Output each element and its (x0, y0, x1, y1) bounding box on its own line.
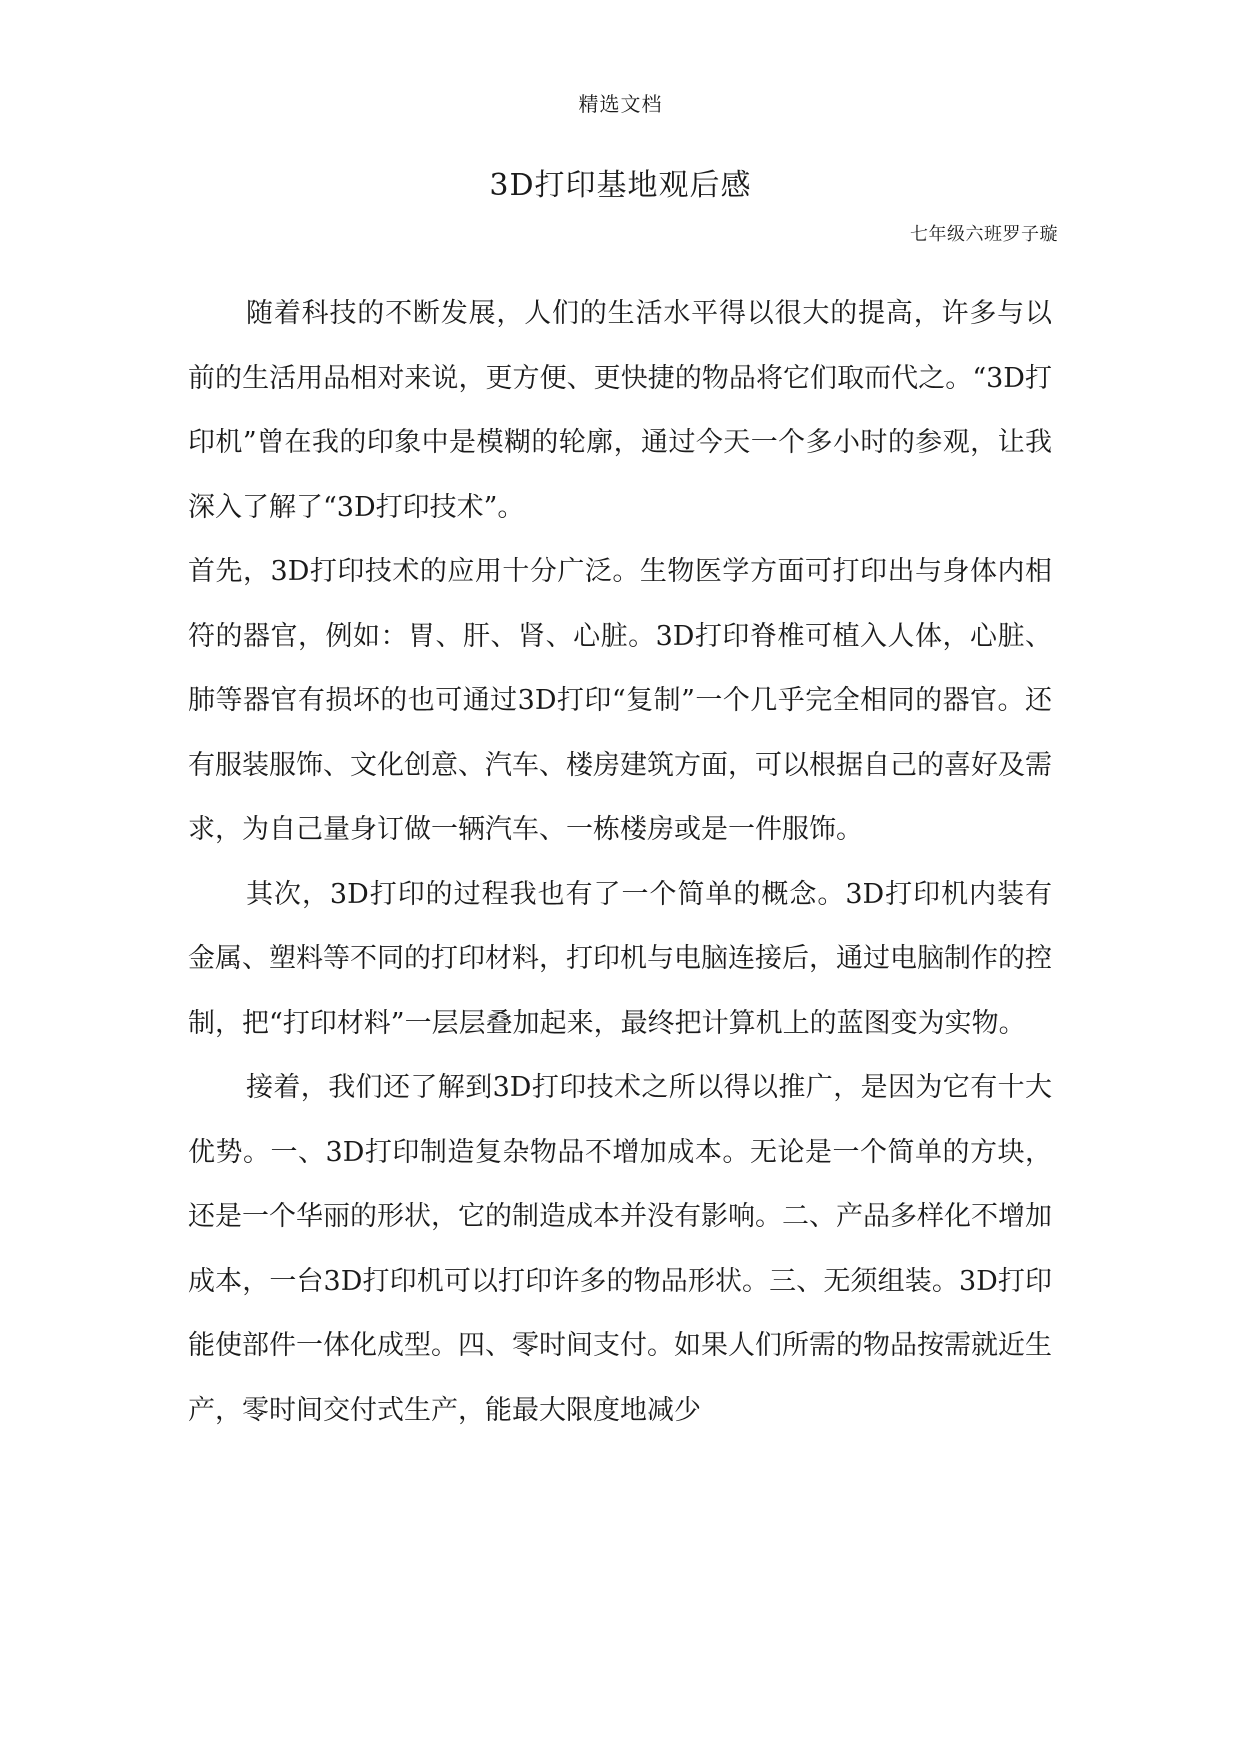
paragraph-process: 其次，3D打印的过程我也有了一个简单的概念。3D打印机内装有金属、塑料等不同的打印材料，打印机与电脑连接后，通过电脑制作的控制，把“打印材料”一层层叠加起来，最终把计算机上的蓝图变为实物。 (188, 878, 1052, 1039)
paragraph-intro: 随着科技的不断发展，人们的生活水平得以很大的提高，许多与以前的生活用品相对来说，更方便、更快捷的物品将它们取而代之。“3D打印机”曾在我的印象中是模糊的轮廓，通过今天一个多小时的参观，让我深入了解了“3D打印技术”。 (188, 298, 1052, 523)
document-title: 3D打印基地观后感 (489, 168, 752, 203)
author-line: 七年级六班罗子璇 (910, 224, 1058, 245)
document-body (188, 282, 1052, 1443)
page-header: 精选文档 (578, 92, 663, 116)
paragraph-advantages: 接着，我们还了解到3D打印技术之所以得以推广，是因为它有十大优势。一、3D打印制造复杂物品不增加成本。无论是一个简单的方块，还是一个华丽的形状，它的制造成本并没有影响。二、产品多样化不增加成本，一台3D打印机可以打印许多的物品形状。三、无须组装。3D打印能使部件一体化成型。四、零时间支付。如果人们所需的物品按需就近生产，零时间交付式生产，能最大限度地减少 (188, 1072, 1052, 1426)
paragraph-applications: 首先，3D打印技术的应用十分广泛。生物医学方面可打印出与身体内相符的器官，例如：胃、肝、肾、心脏。3D打印脊椎可植入人体，心脏、肺等器官有损坏的也可通过3D打印“复制”一个几乎完全相同的器官。还有服装服饰、文化创意、汽车、楼房建筑方面，可以根据自己的喜好及需求，为自己量身订做一辆汽车、一栋楼房或是一件服饰。 (188, 556, 1052, 845)
